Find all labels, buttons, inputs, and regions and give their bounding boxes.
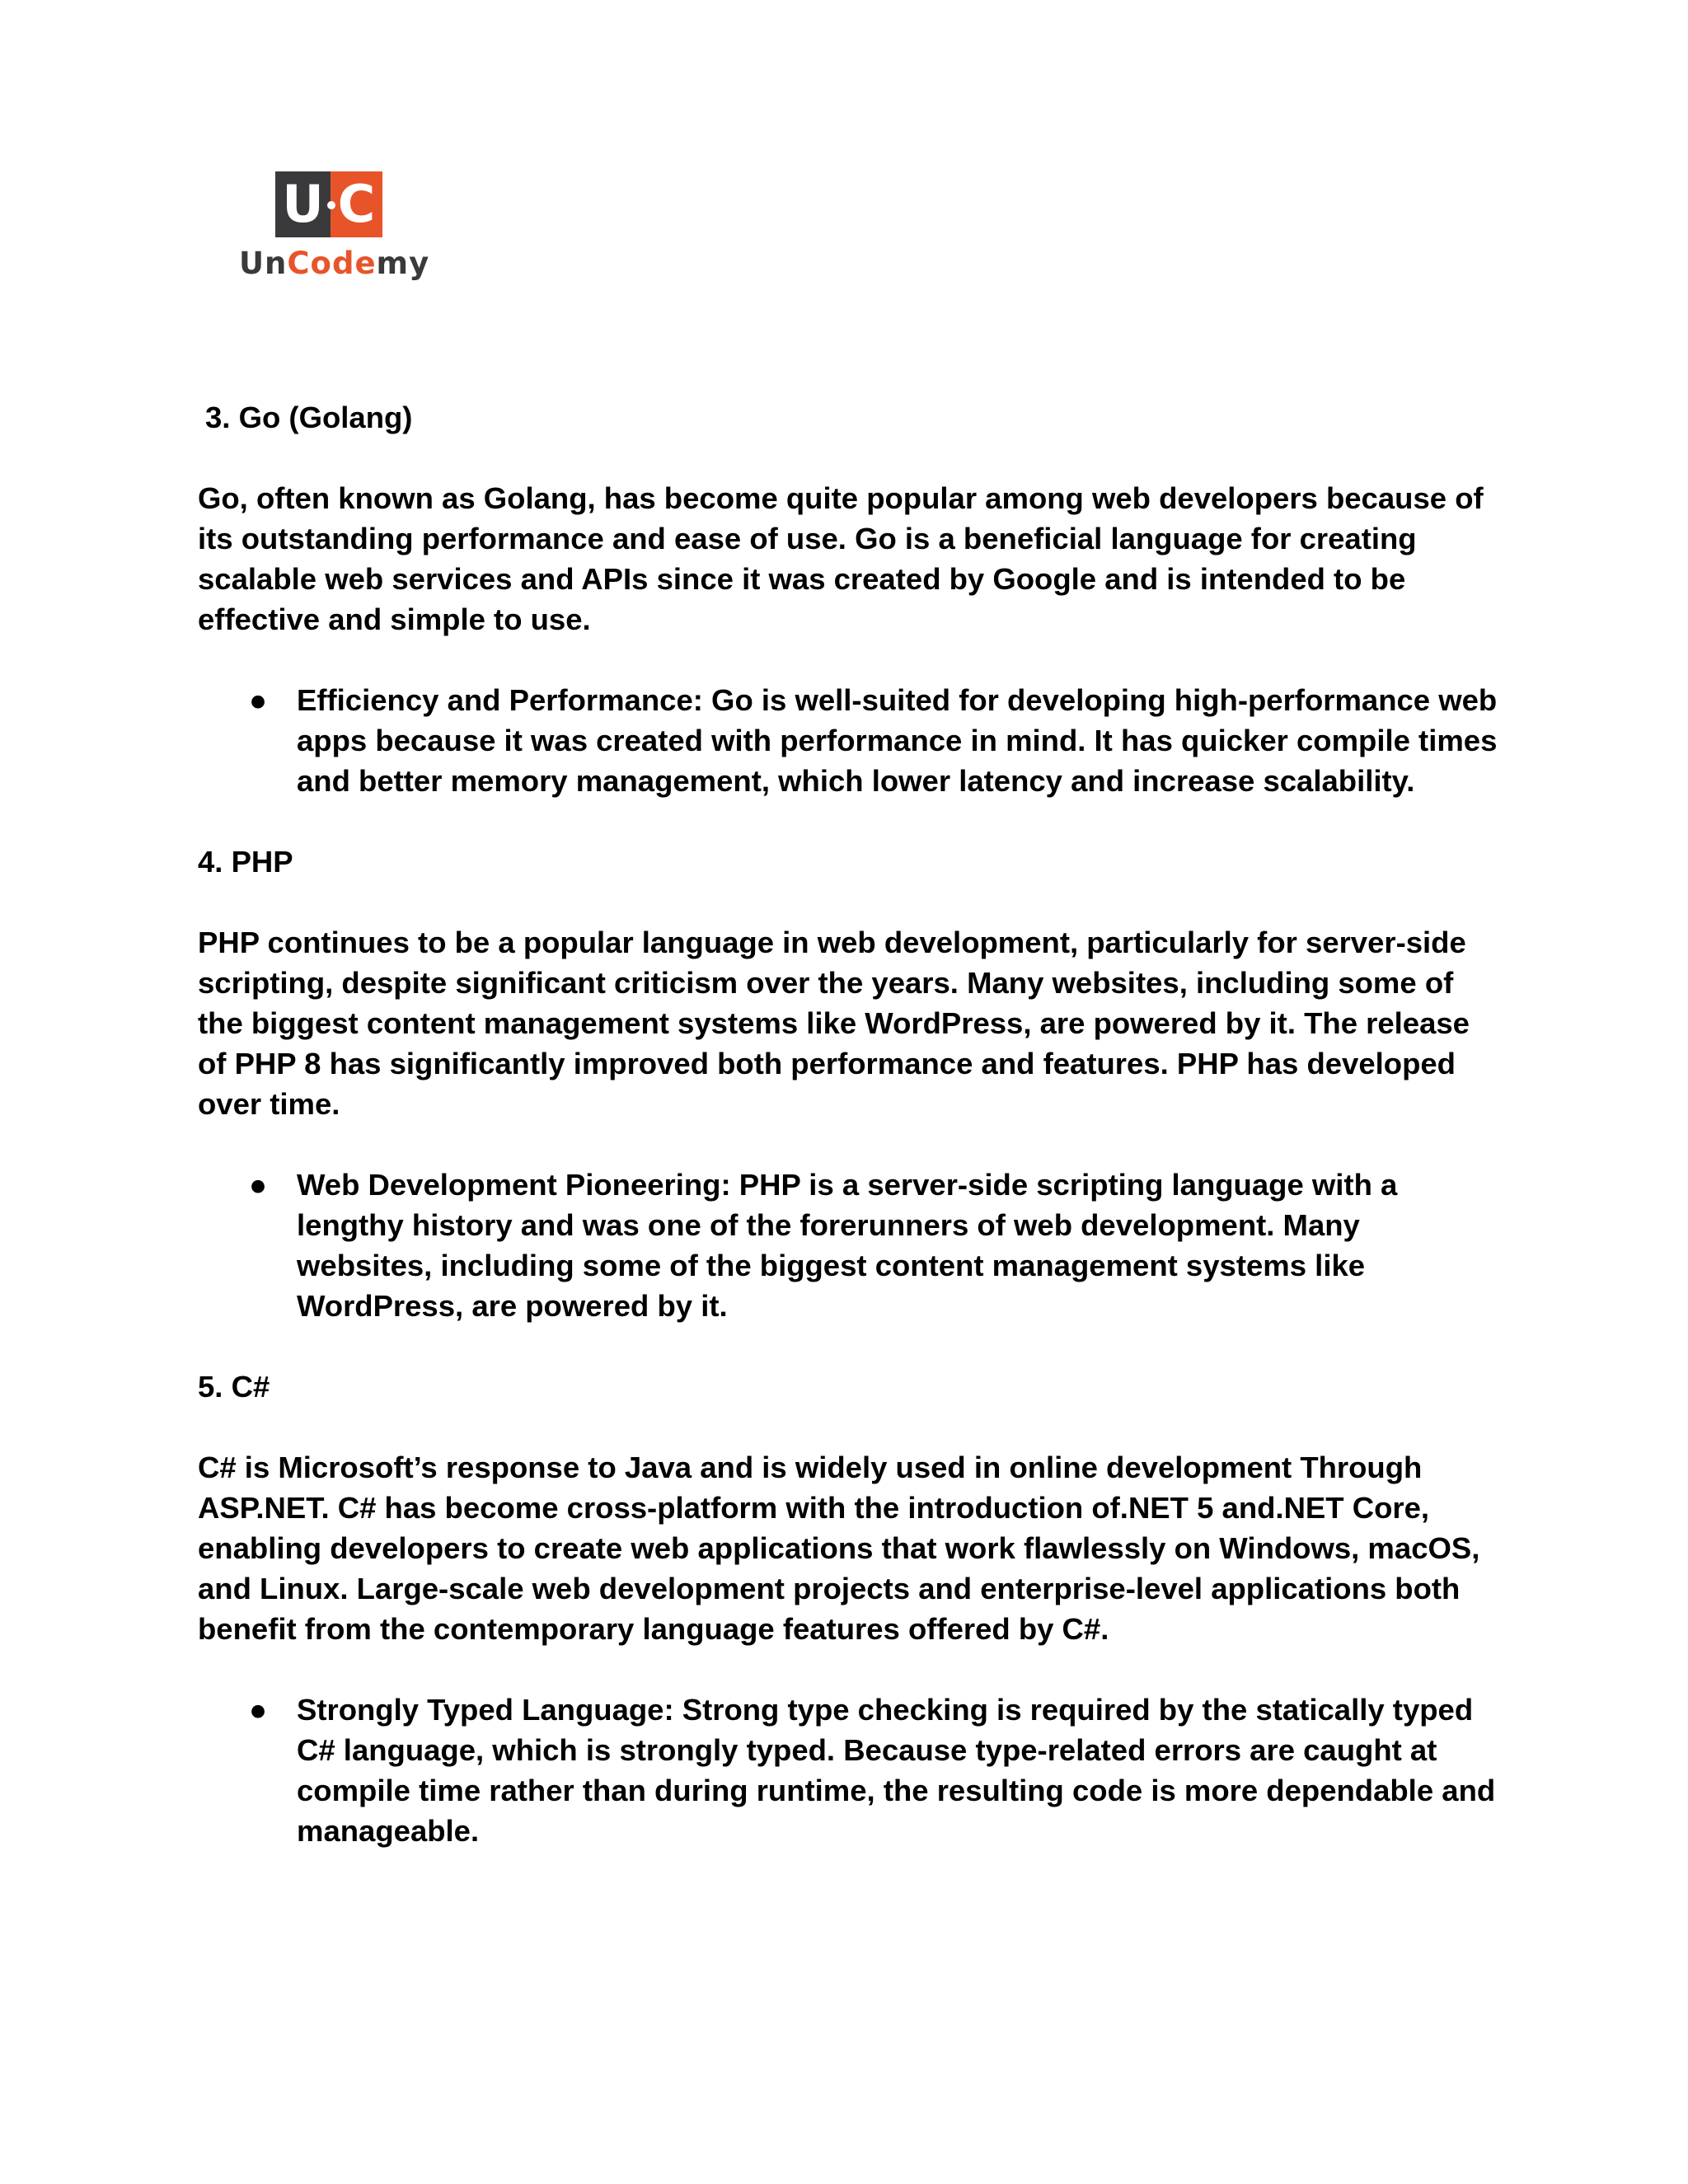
bullet-dot: ● [249, 1693, 268, 1727]
section-paragraph-php: PHP continues to be a popular language in web development, particularly for server-side scripting, despite significant criticism over the years. Many websites, including some of the biggest content management systems like WordPress, are powered by it. The release of PHP 8 has significantly improved both performance and features. PHP has developed over time. [198, 926, 1470, 1121]
bullet-text-php: Web Development Pioneering: PHP is a server-side scripting language with a lengthy history and was one of the forerunners of web development. Many websites, including some of the biggest content management systems like WordPress, are powered by it. [297, 1168, 1398, 1323]
section-paragraph-go: Go, often known as Golang, has become quite popular among web developers because of its outstanding performance and ease of use. Go is a beneficial language for creating scalable web services and APIs since it was created by Google and is intended to be effective and simple to use. [198, 481, 1484, 636]
section-heading-csharp: 5. C# [198, 1370, 270, 1404]
logo-mark-c: C [331, 171, 382, 237]
bullet-item-php [198, 1165, 1500, 1326]
bullet-item-csharp [198, 1690, 1500, 1851]
document-body [198, 397, 1500, 1891]
uncodemy-logo [239, 171, 430, 287]
bullet-list-go [198, 680, 1500, 801]
section-paragraph-csharp: C# is Microsoft’s response to Java and is widely used in online development Through ASP.NET. C# has become cross-platform with the introduction of.NET 5 and.NET Core, enabling developers to create web applications that work flawlessly on Windows, macOS, and Linux. Large-scale web development projects and enterprise-level applications both benefit from the contemporary language features offered by C#. [198, 1451, 1480, 1646]
logo-wordmark: UnCodemy [239, 246, 430, 281]
logo-mark [275, 171, 382, 237]
logo-mark-dot [327, 201, 335, 209]
bullet-dot: ● [249, 683, 268, 717]
bullet-list-php [198, 1165, 1500, 1326]
section-heading-go: 3. Go (Golang) [205, 401, 413, 434]
bullet-list-csharp [198, 1690, 1500, 1851]
section-heading-php: 4. PHP [198, 845, 293, 879]
bullet-text-csharp: Strongly Typed Language: Strong type checking is required by the statically typed C# language, which is strongly typed. Because type-related errors are caught at compile time rather than during runtime, the resulting code is more dependable and manageable. [297, 1693, 1496, 1848]
bullet-text-go: Efficiency and Performance: Go is well-suited for developing high-performance web apps because it was created with performance in mind. It has quicker compile times and better memory management, which lower latency and increase scalability. [297, 683, 1498, 798]
logo-mark-u: U [275, 171, 331, 237]
bullet-dot: ● [249, 1168, 268, 1202]
bullet-item-go [198, 680, 1500, 801]
